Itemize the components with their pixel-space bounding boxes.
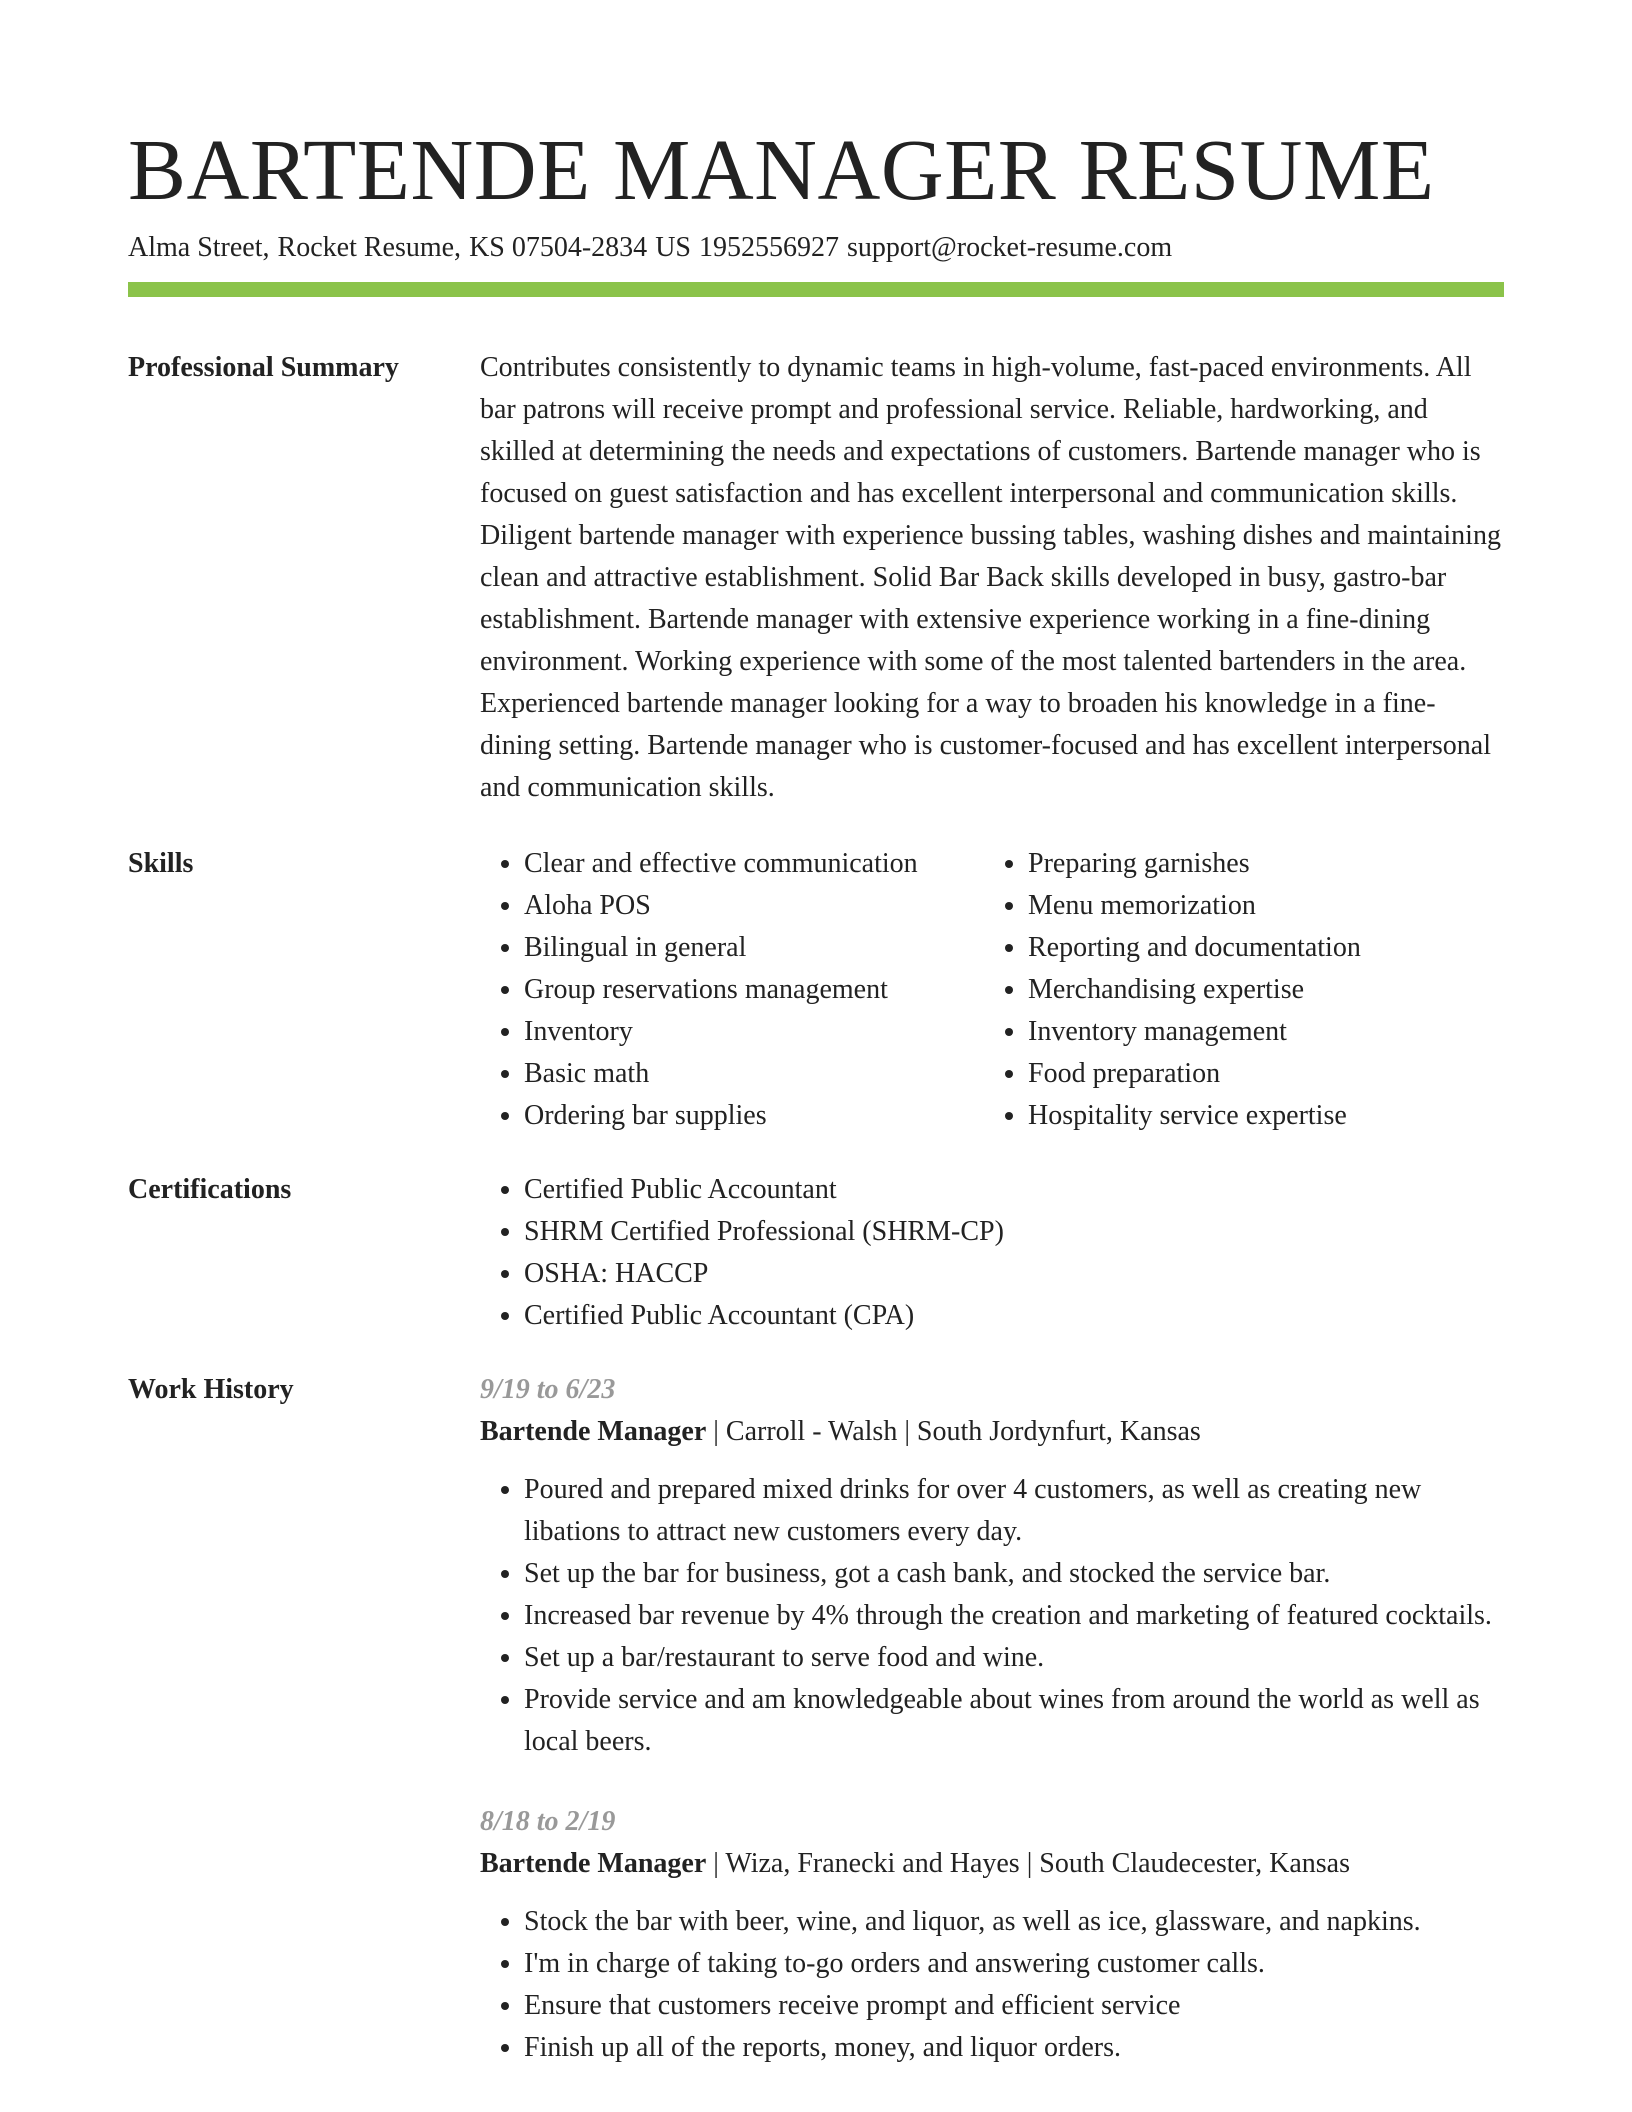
skills-list-left xyxy=(480,843,984,1137)
job-duty: • Finish up all of the reports, money, and liquor orders. xyxy=(524,2027,1504,2069)
contact-state-zip: KS 07504-2834 xyxy=(469,232,648,263)
job-title-line xyxy=(480,1411,1504,1453)
skill-item: • Bilingual in general xyxy=(524,927,984,969)
job-duties-list xyxy=(480,1901,1504,2069)
job-entry xyxy=(480,1801,1504,2069)
job-title: Bartende Manager xyxy=(480,1848,707,1879)
job-title-line xyxy=(480,1843,1504,1885)
certifications-section xyxy=(128,1169,1504,1337)
certification-item: • Certified Public Accountant (CPA) xyxy=(524,1295,1504,1337)
skill-item: • Hospitality service expertise xyxy=(1028,1095,1361,1137)
skill-item: • Merchandising expertise xyxy=(1028,969,1361,1011)
skill-item: • Aloha POS xyxy=(524,885,984,927)
skill-item: • Preparing garnishes xyxy=(1028,843,1361,885)
job-date: 9/19 to 6/23 xyxy=(480,1374,616,1405)
skill-item: • Reporting and documentation xyxy=(1028,927,1361,969)
skill-item: • Group reservations management xyxy=(524,969,984,1011)
skills-columns xyxy=(480,843,1504,1137)
job-entry xyxy=(480,1369,1504,1763)
skills-list-right xyxy=(984,843,1361,1137)
contact-phone: 1952556927 xyxy=(698,232,839,263)
resume-title: BARTENDE MANAGER RESUME xyxy=(128,121,1435,218)
skill-item: • Clear and effective communication xyxy=(524,843,984,885)
job-duty: • Poured and prepared mixed drinks for over 4 customers, as well as creating new libations to attract new customers every day. xyxy=(524,1469,1504,1553)
certifications-list xyxy=(480,1169,1504,1337)
skill-item: • Inventory xyxy=(524,1011,984,1053)
certification-item: • SHRM Certified Professional (SHRM-CP) xyxy=(524,1211,1504,1253)
certification-item: • OSHA: HACCP xyxy=(524,1253,1504,1295)
work-history-section xyxy=(128,1369,1504,2107)
job-details: | Carroll - Walsh | South Jordynfurt, Kansas xyxy=(706,1416,1201,1447)
certifications-heading: Certifications xyxy=(128,1174,292,1205)
job-title: Bartende Manager xyxy=(480,1416,707,1447)
skill-item: • Ordering bar supplies xyxy=(524,1095,984,1137)
job-duty: • Provide service and am knowledgeable about wines from around the world as well as local beers. xyxy=(524,1679,1504,1763)
job-duty: • Set up the bar for business, got a cash bank, and stocked the service bar. xyxy=(524,1553,1504,1595)
job-duty: • Set up a bar/restaurant to serve food and wine. xyxy=(524,1637,1504,1679)
contact-email[interactable]: support@rocket-resume.com xyxy=(846,232,1173,263)
summary-section xyxy=(128,347,1504,809)
job-date: 8/18 to 2/19 xyxy=(480,1806,616,1837)
contact-country: US xyxy=(655,232,691,263)
job-duty: • Stock the bar with beer, wine, and liquor, as well as ice, glassware, and napkins. xyxy=(524,1901,1504,1943)
contact-street: Alma Street, xyxy=(128,232,270,263)
work-history-heading: Work History xyxy=(128,1374,294,1405)
skills-heading: Skills xyxy=(128,848,194,879)
certification-item: • Certified Public Accountant xyxy=(524,1169,1504,1211)
skill-item: • Basic math xyxy=(524,1053,984,1095)
job-details: | Wiza, Franecki and Hayes | South Claudecester, Kansas xyxy=(706,1848,1350,1879)
skill-item: • Food preparation xyxy=(1028,1053,1361,1095)
job-duty: • Ensure that customers receive prompt and efficient service xyxy=(524,1985,1504,2027)
skill-item: • Menu memorization xyxy=(1028,885,1361,927)
job-duty: • I'm in charge of taking to-go orders and answering customer calls. xyxy=(524,1943,1504,1985)
summary-text: Contributes consistently to dynamic teams in high-volume, fast-paced environments. All bar patrons will receive prompt and professional service. Reliable, hardworking, and skilled at determining the needs and expectations of customers. Bartende manager who is focused on guest satisfaction and has excellent interpersonal and communication skills. Diligent bartende manager with experience bussing tables, washing dishes and maintaining clean and attractive establishment. Solid Bar Back skills developed in busy, gastro-bar establishment. Bartende manager with extensive experience working in a fine-dining environment. Working experience with some of the most talented bartenders in the area. Experienced bartende manager looking for a way to broaden his knowledge in a fine-dining setting. Bartende manager who is customer-focused and has excellent interpersonal and communication skills. xyxy=(480,352,1501,803)
contact-city: Rocket Resume, xyxy=(277,232,462,263)
skills-section xyxy=(128,843,1504,1137)
skill-item: • Inventory management xyxy=(1028,1011,1361,1053)
job-duty: • Increased bar revenue by 4% through the creation and marketing of featured cocktails. xyxy=(524,1595,1504,1637)
summary-heading: Professional Summary xyxy=(128,352,399,383)
contact-line xyxy=(128,230,1504,266)
header-divider xyxy=(128,282,1504,297)
job-duties-list xyxy=(480,1469,1504,1763)
